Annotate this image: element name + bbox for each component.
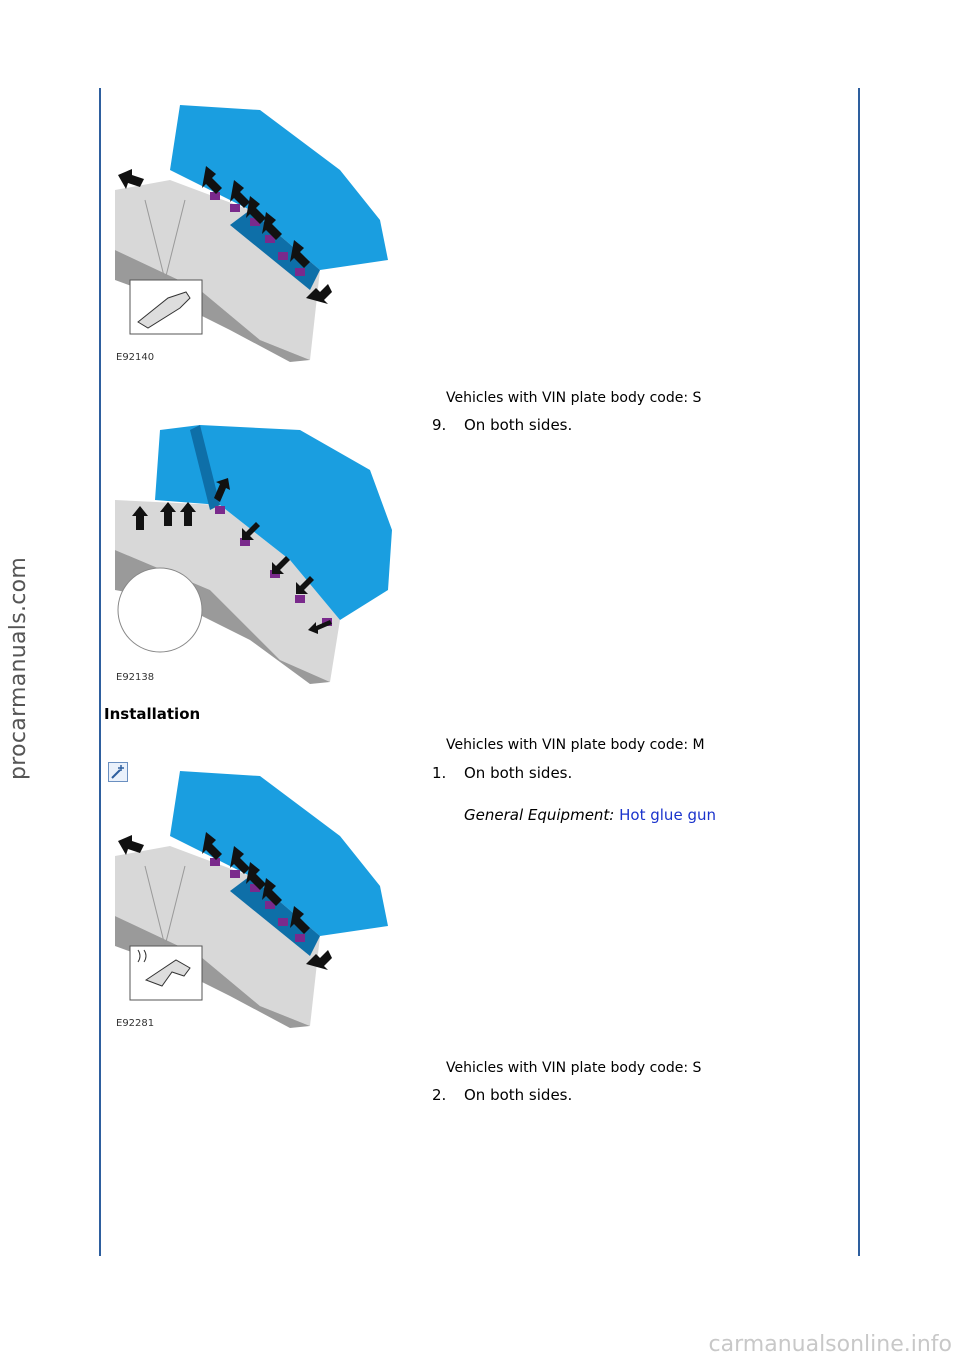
side-watermark: procarmanuals.com [6,556,31,780]
figure-code: E92140 [116,352,155,363]
figure-code: E92138 [116,672,155,683]
step-9-text: On both sides. [464,416,573,434]
figure-code: E92281 [116,1018,155,1029]
caption-vin-s-installation: Vehicles with VIN plate body code: S [446,1060,702,1076]
equipment-label: General Equipment: [464,806,615,824]
footer-watermark: carmanualsonline.info [708,1332,952,1357]
step-1-text: On both sides. [464,764,573,782]
step-9-number: 9. [432,416,447,434]
step-2-number: 2. [432,1086,447,1104]
caption-vin-s-removal: Vehicles with VIN plate body code: S [446,390,702,406]
right-margin-rule [858,88,860,1256]
figure-e92281 [110,766,400,1034]
installation-heading: Installation [104,705,201,723]
general-equipment [464,806,716,824]
hot-glue-gun-link[interactable]: Hot glue gun [619,806,716,824]
caption-vin-m: Vehicles with VIN plate body code: M [446,737,705,753]
left-margin-rule [99,88,101,1256]
figure-e92138 [110,420,400,688]
step-1-number: 1. [432,764,447,782]
figure-e92140 [110,100,400,368]
step-2-text: On both sides. [464,1086,573,1104]
